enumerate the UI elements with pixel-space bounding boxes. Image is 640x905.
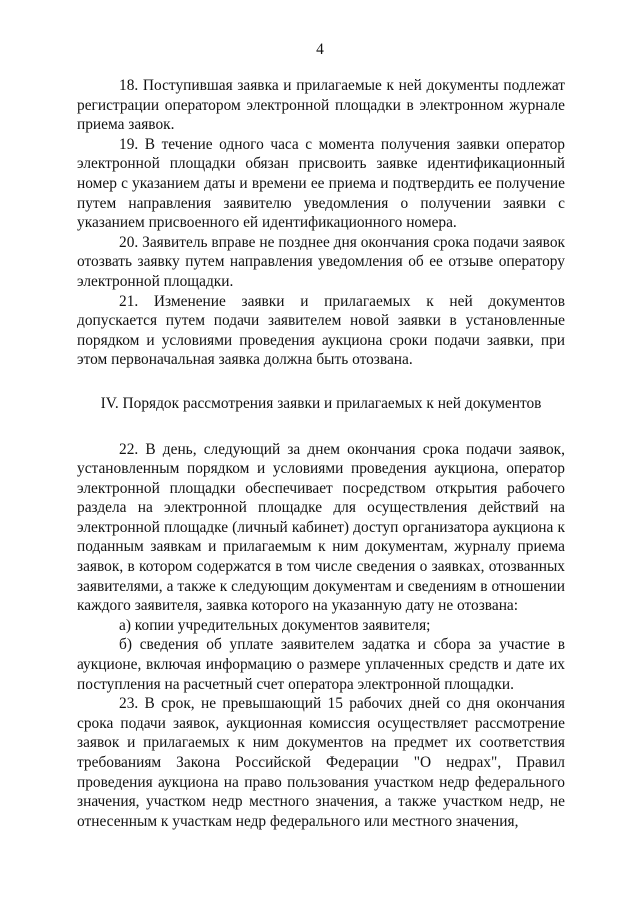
paragraph-20: 20. Заявитель вправе не позднее дня окончания срока подачи заявок отозвать заявку путем направления уведомления об ее отзыве оператору электронной площадки. xyxy=(77,233,565,290)
paragraph-23: 23. В срок, не превышающий 15 рабочих дней со дня окончания срока подачи заявок, аукционная комиссия осуществляет рассмотрение заявок и прилагаемых к ним документов на предмет их соответствия требованиям Закона Российской Федерации "О недрах", Правил проведения аукциона на право пользования участком недр федерального значения, участком недр местного значения, а также участком недр, не отнесенным к участкам недр федерального или местного значения, xyxy=(77,695,565,830)
paragraph-22-b: б) сведения об уплате заявителем задатка и сбора за участие в аукционе, включая информацию о размере уплаченных средств и дате их поступления на расчетный счет оператора электронной площадки. xyxy=(77,636,565,693)
page-number: 4 xyxy=(316,41,324,58)
document-body xyxy=(77,76,565,831)
paragraph-19: 19. В течение одного часа с момента получения заявки оператор электронной площадки обязан присвоить заявке идентификационный номер с указанием даты и времени ее приема и подтвердить ее получение путем направления заявителю уведомления о получении заявки с указанием присвоенного ей идентификационного номера. xyxy=(77,135,565,232)
paragraph-22-a: а) копии учредительных документов заявителя; xyxy=(119,616,431,634)
paragraph-18: 18. Поступившая заявка и прилагаемые к ней документы подлежат регистрации оператором электронной площадки в электронном журнале приема заявок. xyxy=(77,77,565,134)
paragraph-22: 22. В день, следующий за днем окончания срока подачи заявок, установленным порядком и условиями проведения аукциона, оператор электронной площадки обеспечивает посредством открытия рабочего раздела на электронной площадке для осуществления действий на электронной площадке (личный кабинет) доступ организатора аукциона к поданным заявкам и прилагаемым к ним документам, журналу приема заявок, в котором содержатся в том числе сведения о заявках, отозванных заявителями, а также к следующим документам и сведениям в отношении каждого заявителя, заявка которого на указанную дату не отозвана: xyxy=(77,440,565,615)
section-heading: IV. Порядок рассмотрения заявки и прилагаемых к ней документов xyxy=(100,394,542,412)
paragraph-21: 21. Изменение заявки и прилагаемых к ней документов допускается путем подачи заявителем новой заявки в установленные порядком и условиями проведения аукциона сроки подачи заявки, при этом первоначальная заявка должна быть отозвана. xyxy=(77,292,565,369)
